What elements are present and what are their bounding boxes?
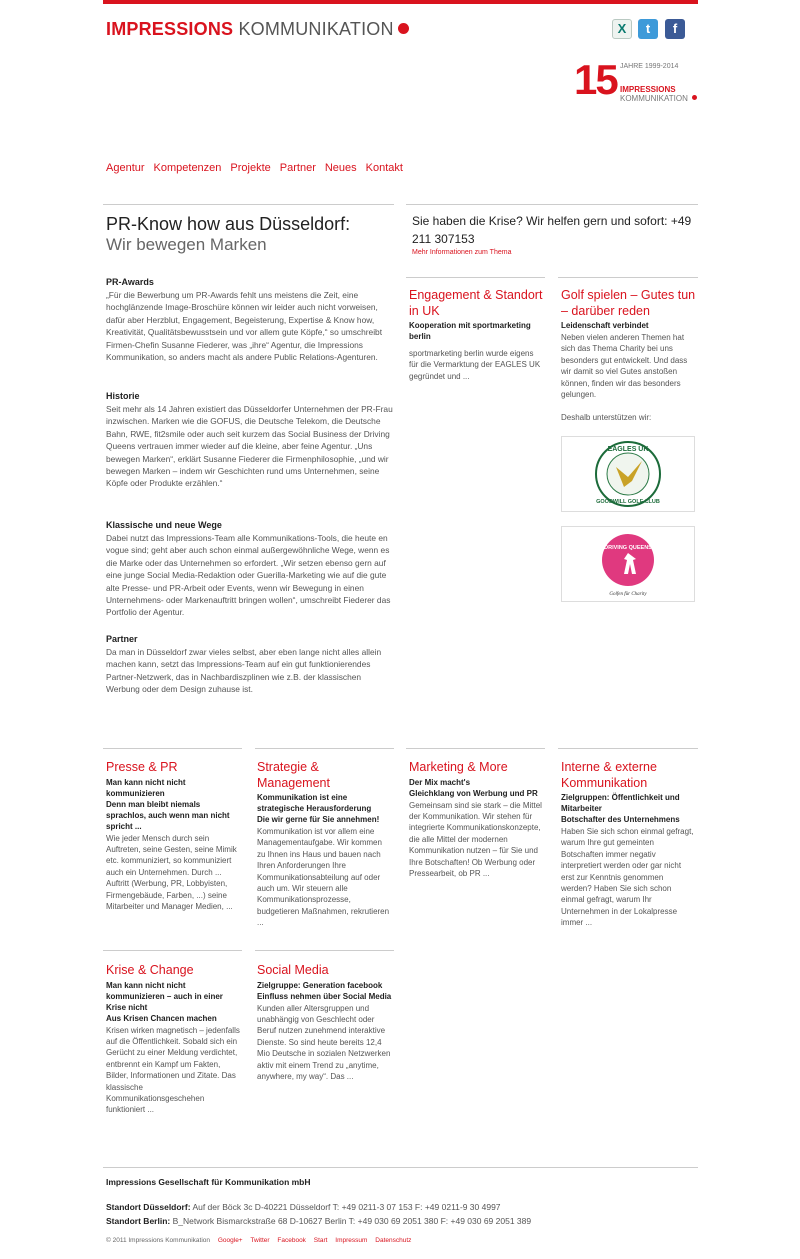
card-krise [106,963,241,1116]
card-title[interactable]: Golf spielen – Gutes tun – darüber reden [561,288,696,318]
footer-link-twitter[interactable]: Twitter [250,1237,270,1244]
card-title[interactable]: Interne & externe Kommunikation [561,760,657,790]
divider [406,204,698,205]
anniversary-dot-icon [692,95,697,100]
anniversary-number: 15 [574,56,617,103]
address-text: Auf der Böck 3c D-40221 Düsseldorf T: +49 0211-3 07 153 F: +49 0211-9 30 4997 [192,1202,501,1212]
anniversary-years: JAHRE 1999-2014 [620,63,679,70]
card-title[interactable]: Strategie & Management [257,760,330,790]
card-subtitle: Kommunikation ist eine strategische Herausforderung Die wir gerne für Sie annehmen! [257,793,380,824]
card-golf-charity [561,288,696,424]
copyright: © 2011 Impressions Kommunikation [106,1237,211,1244]
facebook-icon[interactable]: f [665,19,685,39]
address-label: Standort Düsseldorf: [106,1202,191,1212]
section-heading: Klassische und neue Wege [106,520,222,530]
twitter-icon[interactable]: t [638,19,658,39]
card-kommunikation [561,760,696,929]
footer-link-facebook[interactable]: Facebook [277,1237,306,1244]
nav-agentur[interactable]: Agentur [106,162,145,174]
logo-bold: IMPRESSIONS [106,19,234,39]
address-label: Standort Berlin: [106,1216,171,1226]
divider [406,748,545,749]
divider [103,748,242,749]
address-text: B_Network Bismarckstraße 68 D-10627 Berlin T: +49 030 69 2051 380 F: +49 030 69 2051 389 [172,1216,532,1226]
card-social-media [257,963,392,1082]
section-historie [106,390,394,490]
card-body: Gemeinsam sind sie stark – die Mittel der Kommunikation. Wir stehen für integrierte Kommunikationskonzepte, die alle Mittel der modernen Kommunikation nutzen – für Sie und Ihre Botschaften! Ob Werbung oder Pressearbeit, ob PR ... [409,800,542,878]
card-title[interactable]: Marketing & More [409,760,508,774]
footer-link-datenschutz[interactable]: Datenschutz [375,1237,412,1244]
card-engagement-uk [409,288,544,382]
section-heading: Partner [106,634,138,644]
footer-link-start[interactable]: Start [313,1237,328,1244]
card-presse-pr [106,760,241,912]
card-title[interactable]: Social Media [257,963,329,977]
card-marketing [409,760,544,879]
section-text: Da man in Düsseldorf zwar vieles selbst, aber eben lange nicht alles allein machen kann, setzt das Impressions-Team auf ein gut funktionierendes Partner-Netzwerk, das in Nachbardiszplinen wie z.B. der klassischen Werbung oder dem Design zuhause ist. [106,647,382,695]
card-body: Kunden aller Altersgruppen und unabhängig von Geschlecht oder Beruf nutzen zunehmend interaktive Dienste. So sind heute bereits 12,4 Mio Deutsche in sozialen Netzwerken aktiv mit einem Trend zu „anytime, anywhere, my way“. Das ... [257,1003,391,1081]
page-title: PR-Know how aus Düsseldorf: [106,214,351,234]
logo-light: KOMMUNIKATION [238,19,394,39]
card-strategie [257,760,392,929]
page-subtitle: Wir bewegen Marken [106,235,267,254]
card-extra: Deshalb unterstützen wir: [561,413,652,423]
section-text: „Für die Bewerbung um PR-Awards fehlt uns meistens die Zeit, eine hochglänzende Image-Broschüre können wir leider auch nicht vorweisen, dafür aber Herzblut, Engagement, Begeisterung, Expertise & Know how, Kreativität, Qualitätsbewusstsein und vor allem gute Köpfe,“ so umschreibt Firmen-Chefin Susanne Fiederer, was „ihre“ Agentur, die Impressions Kommunikation, so anders macht als andere Public Relations-Agenturen. [106,290,383,363]
nav-partner[interactable]: Partner [279,162,316,174]
card-body: Kommunikation ist vor allem eine Managementaufgabe. Wir kommen zu Ihnen ins Haus und bauen nach Ihren Anforderungen Ihre Kommunikationsabteilung auf oder auch um. Wir steuern alle Kommunikationsprozesse, budgetieren Maßnahmen, rekrutieren ... [257,827,390,928]
card-subtitle: Man kann nicht nicht kommunizieren Denn man bleibt niemals sprachlos, auch wenn man nicht spricht ... [106,777,230,831]
top-accent-bar [103,0,698,4]
section-text: Seit mehr als 14 Jahren existiert das Düsseldorfer Unternehmen der PR-Frau inzwischen. Marken wie die GOFUS, die Deutsche Telekom, die Deutsche Bahn, RWE, fit2smile oder auch seit kurzem das Social Business der Driving Queens vertrauen immer wieder auf die kleine, aber feine Agentur. „Uns bewegen Marken“, erklärt Susanne Fiederer die Firmenphilosophie, „und wir bewegen Marken – indem wir Geschichten rund ums Unternehmen, seine Köpfe oder Produkte erzählen.“ [106,404,393,489]
site-logo[interactable] [106,19,409,40]
section-text: Dabei nutzt das Impressions-Team alle Kommunikations-Tools, die heute en vogue sind; geht aber auch schon einmal außergewöhnliche Wege, wenn es die Marke oder das Unternehmen so erfordert. „Wir setzen ebenso gern auf eine junge Social Media-Redaktion oder Guerilla-Marketing wie auf die gute alte Presse- und PR-Arbeit oder Events, wenn wir Bewegung in einen Unternehmens- oder Markenauftritt bringen wollen“, umschreibt Fiederer das Portfolio der Agentur. [106,533,391,618]
section-heading: PR-Awards [106,277,154,287]
footer-link-impressum[interactable]: Impressum [335,1237,368,1244]
card-title[interactable]: Krise & Change [106,963,194,977]
nav-kompetenzen[interactable]: Kompetenzen [153,162,222,174]
logo-dot-icon [398,23,409,34]
card-body: Wie jeder Mensch durch sein Auftreten, seine Gesten, seine Mimik etc. kommuniziert, so kommuniziert auch ein Unternehmen. Durch ... Auftritt (Werbung, PR, Lobbyisten, Firmengebäude, Farben, ...) seine Mitarbeiter und Manager Medien, ... [106,833,237,911]
card-body: Neben vielen anderen Themen hat sich das Thema Charity bei uns besonders gut entwickelt. Und dass wir damit so viel Gutes anstoßen können, finden wir das besonders gelungen. [561,333,688,400]
card-subtitle: Man kann nicht nicht kommunizieren – auch in einer Krise nicht Aus Krisen Chancen machen [106,980,223,1023]
address-berlin [106,1216,531,1226]
section-pr-awards [106,276,394,363]
card-body: Krisen wirken magnetisch – jedenfalls auf die Öffentlichkeit. Sobald sich ein Gerücht zu einer Meldung verdichtet, entbrennt ein Kampf um Fakten, Bilder, Informationen und Zitate. Das klassische Kommunikationsgeschehen funktioniert ... [106,1025,240,1115]
badge-name: EAGLES UK [607,446,649,453]
divider [558,277,698,278]
nav-kontakt[interactable]: Kontakt [365,162,403,174]
footer-links [106,1237,411,1244]
divider [103,950,242,951]
divider [255,748,394,749]
address-duesseldorf [106,1202,501,1212]
section-wege [106,519,394,619]
xing-icon[interactable]: X [612,19,632,39]
divider [103,204,394,205]
footer-company: Impressions Gesellschaft für Kommunikation mbH [106,1177,311,1187]
divider [558,748,698,749]
section-partner [106,633,394,696]
footer-link-googleplus[interactable]: Google+ [217,1237,243,1244]
card-body: sportmarketing berlin wurde eigens für die Vermarktung der EAGLES UK gegründet und ... [409,349,541,381]
divider [103,1167,698,1168]
card-subtitle: Kooperation mit sportmarketing berlin [409,321,531,341]
badge-name: DRIVING QUEENS [604,545,652,551]
badge-sub: GOODWILL GOLF CLUB [596,499,660,505]
nav-projekte[interactable]: Projekte [230,162,271,174]
nav-neues[interactable]: Neues [324,162,357,174]
card-subtitle: Zielgruppe: Generation facebook Einfluss nehmen über Social Media [257,980,392,1001]
anniversary-name-bold: IMPRESSIONS [620,85,676,94]
eagles-uk-badge[interactable] [561,436,695,512]
card-title[interactable]: Presse & PR [106,760,178,774]
badge-sub: Golfen für Charity [609,592,647,597]
divider [255,950,394,951]
card-body: Haben Sie sich schon einmal gefragt, warum Ihre gut gemeinten Botschaften immer negativ interpretiert werden oder gar nicht erst zur Kenntnis genommen werden? Haben Sie sich schon einmal gefragt, warum Ihr Unternehmen in der Lokalpresse immer ... [561,827,694,928]
main-nav [106,162,412,174]
crisis-more-link[interactable]: Mehr Informationen zum Thema [412,249,512,256]
section-heading: Historie [106,391,140,401]
card-subtitle: Leidenschaft verbindet [561,321,649,330]
card-title[interactable]: Engagement & Standort in UK [409,288,543,318]
crisis-hotline: Sie haben die Krise? Wir helfen gern und sofort: +49 211 307153 [412,214,692,246]
card-subtitle: Der Mix macht's Gleichklang von Werbung und PR [409,777,538,798]
card-subtitle: Zielgruppen: Öffentlichkeit und Mitarbeiter Botschafter des Unternehmens [561,793,680,824]
divider [406,277,545,278]
driving-queens-badge[interactable] [561,526,695,602]
eagles-inner [607,453,649,495]
anniversary-name-light: KOMMUNIKATION [620,94,688,103]
